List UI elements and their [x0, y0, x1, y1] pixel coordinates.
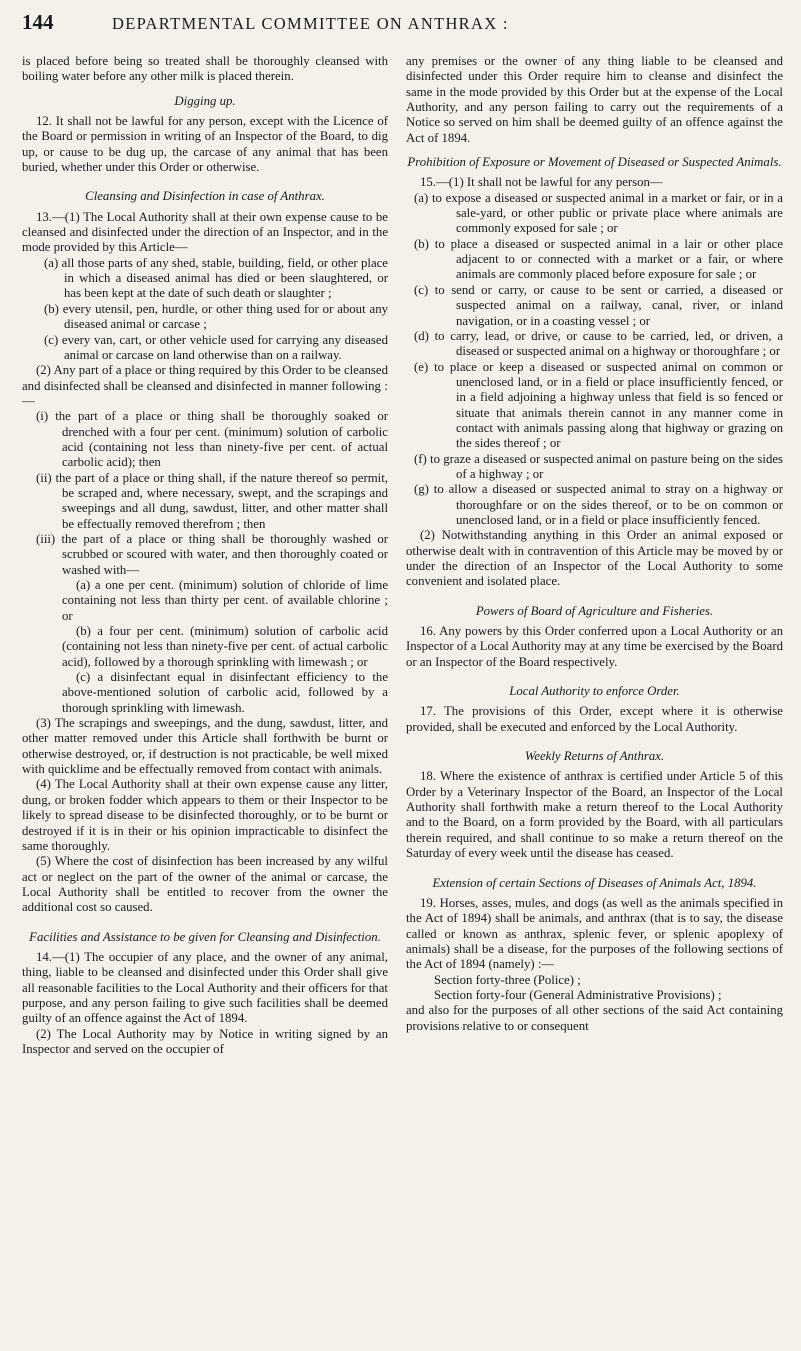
- article-13-2-iii-c: (c) a disinfectant equal in disinfectant efficiency to the above-mentioned solution of carbolic acid, followed by a thorough sprinkling with limewash.: [62, 670, 388, 715]
- heading-powers: Powers of Board of Agriculture and Fisheries.: [475, 603, 714, 618]
- article-13-2-iii-b: (b) a four per cent. (minimum) solution of carbolic acid (containing not less than ninety-five per cent. of actual carbolic acid), followed by a thorough sprinkling with limewash ; or: [62, 624, 388, 669]
- article-13-5: (5) Where the cost of disinfection has been increased by any wilful act or neglect on the part of the owner of the animal or carcase, the Local Authority shall be entitled to recover from the owner the additional cost so caused.: [22, 854, 388, 915]
- article-14-1: 14.—(1) The occupier of any place, and the owner of any animal, thing, liable to be cleansed and disinfected under this Order shall give all reasonable facilities to the Local Authority and their officers for that purpose, and any person failing to give such facilities shall be deemed guilty of an offence against the Act of 1894.: [22, 949, 388, 1026]
- article-17: 17. The provisions of this Order, except where it is otherwise provided, shall be executed and enforced by the Local Authority.: [406, 704, 783, 734]
- article-15-1-c: (c) to send or carry, or cause to be sent or carried, a diseased or suspected animal on a railway, canal, river, or inland navigation, or in a coasting vessel ; or: [414, 282, 783, 328]
- article-14-2: (2) The Local Authority may by Notice in writing signed by an Inspector and served on the occupier of: [22, 1026, 388, 1056]
- article-13-2-iii-a: (a) a one per cent. (minimum) solution of chloride of lime containing not less than thirty per cent. of available chlorine ; or: [62, 578, 388, 623]
- article-15-1-a: (a) to expose a diseased or suspected animal in a market or fair, or in a sale-yard, or other public or private place where animals are commonly exposed for sale ; or: [414, 190, 783, 236]
- article-15-1-f: (f) to graze a diseased or suspected animal on pasture being on the sides of a highway ; or: [414, 451, 783, 481]
- heading-facilities: Facilities and Assistance to be given for Cleansing and Disinfection.: [29, 929, 381, 944]
- article-19: 19. Horses, asses, mules, and dogs (as well as the animals specified in the Act of 1894) shall be animals, and anthrax (that is to say, the disease called or known as anthrax, splenic fever, or splenic apoplexy of animals) shall be a disease, for the purposes of the following sections of the Act of 1894 (namely) :—: [406, 895, 783, 972]
- article-19-closing: and also for the purposes of all other sections of the said Act containing provisions relative to or consequent: [406, 1003, 783, 1033]
- article-13-3: (3) The scrapings and sweepings, and the dung, sawdust, litter, and other matter removed under this Article shall forthwith be burnt or otherwise destroyed, or, if destruction is not practicable, be well mixed with quicklime and be effectually removed from contact with animals.: [22, 716, 388, 777]
- article-19-section-44: Section forty-four (General Administrative Provisions) ;: [434, 987, 722, 1002]
- article-13-1-a: (a) all those parts of any shed, stable, building, field, or other place in which a diseased animal has died or been slaughtered, or has been kept at the date of such death or slaughter ;: [44, 255, 388, 301]
- heading-weekly-returns: Weekly Returns of Anthrax.: [524, 749, 665, 764]
- heading-prohibition: Prohibition of Exposure or Movement of Diseased or Suspected Animals.: [407, 155, 782, 170]
- article-13-1-b: (b) every utensil, pen, hurdle, or other thing used for or about any diseased animal or carcase ;: [44, 301, 388, 332]
- heading-local-authority: Local Authority to enforce Order.: [509, 684, 680, 699]
- heading-digging-up: Digging up.: [174, 93, 236, 108]
- article-13-2-ii: (ii) the part of a place or thing shall, if the nature thereof so permit, be scraped and, where necessary, swept, and the scrapings and sweepings and all dung, sawdust, litter, and other matter shall be effectually removed therefrom ; then: [36, 470, 388, 531]
- article-19-section-43: Section forty-three (Police) ;: [434, 972, 581, 987]
- paragraph-continued: any premises or the owner of any thing liable to be cleansed and disinfected under this Order require him to cleanse and disinfect the same in the mode provided by this Order but at the expense of the Local Authority, and any person failing to carry out the requirements of a Notice so served on him shall be deemed guilty of an offence against the Act of 1894.: [406, 54, 783, 145]
- article-13-4: (4) The Local Authority shall at their own expense cause any litter, dung, or broken fodder which appears to them or their Inspector to be likely to spread disease to be disinfected thoroughly, or to be burnt or destroyed if it is in their or his opinion impracticable to disinfect the same thoroughly.: [22, 777, 388, 853]
- right-column: [406, 54, 783, 1034]
- article-18: 18. Where the existence of anthrax is certified under Article 5 of this Order by a Veterinary Inspector of the Board, an Inspector of the Local Authority shall forthwith make a return thereof to the Local Authority and to the Board, on a form provided by the Board, with all particulars therein required, and shall continue to so make a return thereof on the Saturday of every week until the disease has ceased.: [406, 769, 783, 861]
- article-16: 16. Any powers by this Order conferred upon a Local Authority or an Inspector of a Local Authority may at any time be exercised by the Board or an Inspector of the Board respectively.: [406, 624, 783, 669]
- page-header: [22, 10, 787, 35]
- article-15-1: 15.—(1) It shall not be lawful for any person—: [420, 175, 663, 190]
- article-15-2: (2) Notwithstanding anything in this Order an animal exposed or otherwise dealt with in contravention of this Article may be moved by or under the direction of an Inspector of the Local Authority to some convenient and isolated place.: [406, 528, 783, 589]
- article-13-1-c: (c) every van, cart, or other vehicle used for carrying any diseased animal or carcase on land otherwise than on a railway.: [44, 332, 388, 362]
- article-15-1-e: (e) to place or keep a diseased or suspected animal on common or unenclosed land, or in a field or place insufficiently fenced, or in a field adjoining a highway unless that field is so fenced or situate that animals therein cannot in any manner come in contact with animals passing along that highway or grazing on the sides thereof ; or: [414, 359, 783, 451]
- heading-cleansing: Cleansing and Disinfection in case of Anthrax.: [85, 189, 325, 204]
- running-title: DEPARTMENTAL COMMITTEE ON ANTHRAX :: [112, 14, 509, 33]
- article-15-1-b: (b) to place a diseased or suspected animal in a lair or other place adjacent to or connected with a market or a fair, or where animals are commonly placed before exposure for sale ; or: [414, 236, 783, 282]
- article-12: 12. It shall not be lawful for any person, except with the Licence of the Board or permission in writing of an Inspector of the Board, to dig up, or cause to be dug up, the carcase of any animal that has been buried, whether under this Order or otherwise.: [22, 114, 388, 175]
- article-13-2: (2) Any part of a place or thing required by this Order to be cleansed and disinfected shall be cleansed and disinfected in manner following :—: [22, 363, 388, 408]
- article-15-1-g: (g) to allow a diseased or suspected animal to stray on a highway or thoroughfare or on the sides thereof, or to be on common or unenclosed land, or in a field or place insufficiently fenced.: [414, 482, 783, 527]
- left-column: [22, 54, 388, 1057]
- article-13-2-iii: (iii) the part of a place or thing shall be thoroughly washed or scrubbed or scoured with water, and then thoroughly coated or washed with—: [36, 531, 388, 577]
- article-13-2-i: (i) the part of a place or thing shall be thoroughly soaked or drenched with a four per cent. (minimum) solution of carbolic acid (containing not less than ninety-five per cent. of actual carbolic acid); then: [36, 409, 388, 470]
- paragraph-continued: is placed before being so treated shall be thoroughly cleansed with boiling water before any other milk is placed therein.: [22, 54, 388, 84]
- article-15-1-d: (d) to carry, lead, or drive, or cause to be carried, led, or driven, a diseased or suspected animal on a highway or thoroughfare ; or: [414, 328, 783, 359]
- page-number: 144: [22, 10, 54, 34]
- heading-extension: Extension of certain Sections of Diseases of Animals Act, 1894.: [432, 875, 757, 890]
- article-13-1: 13.—(1) The Local Authority shall at their own expense cause to be cleansed and disinfected under the direction of an Inspector, and in the mode provided by this Article—: [22, 209, 388, 255]
